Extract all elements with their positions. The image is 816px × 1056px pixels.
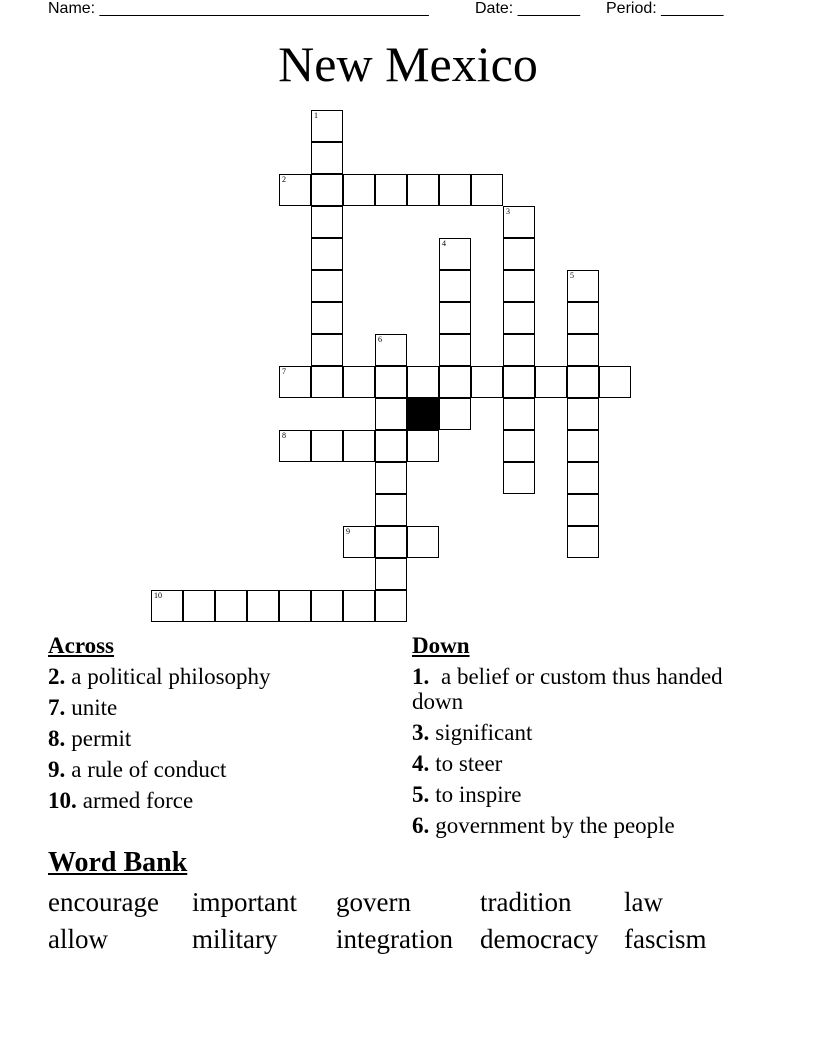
crossword-cell[interactable] [311, 110, 343, 142]
clue-across-7 [48, 692, 378, 723]
crossword-cell[interactable] [471, 174, 503, 206]
word-bank-item: govern [336, 887, 411, 917]
cell-number: 2 [282, 175, 286, 184]
cell-number: 6 [378, 335, 382, 344]
crossword-cell[interactable] [407, 526, 439, 558]
crossword-cell[interactable] [439, 366, 471, 398]
crossword-cell[interactable] [439, 302, 471, 334]
crossword-cell[interactable] [407, 430, 439, 462]
clue-number: 9. [48, 757, 66, 782]
crossword-cell[interactable] [567, 302, 599, 334]
cell-number: 9 [346, 527, 350, 536]
clue-number: 7. [48, 695, 66, 720]
word-bank-item: integration [336, 924, 453, 954]
crossword-cell[interactable] [503, 366, 535, 398]
crossword-cell[interactable] [471, 366, 503, 398]
word-bank-item: fascism [624, 924, 707, 954]
across-clues [48, 630, 378, 816]
crossword-cell[interactable] [535, 366, 567, 398]
crossword-cell[interactable] [183, 590, 215, 622]
crossword-cell[interactable] [247, 590, 279, 622]
crossword-cell[interactable] [503, 462, 535, 494]
crossword-cell[interactable] [567, 430, 599, 462]
crossword-cell[interactable] [503, 238, 535, 270]
crossword-cell[interactable] [151, 590, 183, 622]
clue-text: a political philosophy [71, 664, 271, 689]
crossword-cell[interactable] [503, 430, 535, 462]
clue-across-9 [48, 754, 378, 785]
across-heading: Across [48, 633, 115, 658]
crossword-cell[interactable] [375, 430, 407, 462]
crossword-cell[interactable] [375, 526, 407, 558]
clue-text: to inspire [435, 782, 522, 807]
period-field[interactable]: Period: _______ [606, 0, 724, 17]
word-bank-item: allow [48, 924, 108, 954]
crossword-cell[interactable] [343, 590, 375, 622]
crossword-cell[interactable] [279, 366, 311, 398]
crossword-cell[interactable] [567, 462, 599, 494]
clue-across-8 [48, 723, 378, 754]
crossword-cell[interactable] [215, 590, 247, 622]
clue-text: armed force [82, 788, 194, 813]
clue-number: 6. [412, 813, 430, 838]
clue-number: 4. [412, 751, 430, 776]
crossword-cell[interactable] [311, 430, 343, 462]
cell-number: 3 [506, 207, 510, 216]
clue-text: unite [71, 695, 118, 720]
crossword-cell[interactable] [567, 526, 599, 558]
clue-text: permit [71, 726, 132, 751]
down-heading: Down [412, 633, 470, 658]
crossword-cell[interactable] [375, 590, 407, 622]
clue-down-6 [412, 810, 732, 841]
crossword-cell[interactable] [375, 462, 407, 494]
clue-number: 8. [48, 726, 66, 751]
word-bank-item: democracy [480, 924, 599, 954]
word-bank-heading: Word Bank [48, 847, 188, 878]
crossword-cell[interactable] [343, 366, 375, 398]
crossword-cell[interactable] [503, 334, 535, 366]
crossword-cell[interactable] [375, 558, 407, 590]
crossword-cell[interactable] [407, 366, 439, 398]
crossword-cell[interactable] [279, 174, 311, 206]
clue-number: 2. [48, 664, 66, 689]
clue-down-5 [412, 779, 732, 810]
clue-text: a belief or custom thus handed down [412, 664, 723, 714]
crossword-cell[interactable] [311, 238, 343, 270]
clue-number: 10. [48, 788, 77, 813]
crossword-cell[interactable] [311, 302, 343, 334]
crossword-cell[interactable] [343, 526, 375, 558]
cell-number: 1 [314, 111, 318, 120]
clue-text: to steer [435, 751, 503, 776]
date-field[interactable]: Date: _______ [475, 0, 580, 17]
clue-text: government by the people [435, 813, 675, 838]
puzzle-title: New Mexico [278, 36, 538, 92]
crossword-cell[interactable] [311, 590, 343, 622]
crossword-cell[interactable] [375, 174, 407, 206]
clue-text: significant [435, 720, 533, 745]
cell-number: 8 [282, 431, 286, 440]
clue-number: 5. [412, 782, 430, 807]
crossword-cell[interactable] [375, 494, 407, 526]
crossword-cell[interactable] [439, 398, 471, 430]
crossword-cell[interactable] [375, 366, 407, 398]
crossword-cell[interactable] [439, 238, 471, 270]
crossword-cell[interactable] [311, 206, 343, 238]
crossword-cell[interactable] [567, 494, 599, 526]
word-bank-item: law [624, 887, 663, 917]
clue-down-4 [412, 748, 732, 779]
crossword-cell[interactable] [599, 366, 631, 398]
crossword-cell[interactable] [567, 366, 599, 398]
word-bank-item: tradition [480, 887, 572, 917]
black-square [407, 398, 439, 430]
crossword-cell[interactable] [311, 270, 343, 302]
crossword-cell[interactable] [503, 398, 535, 430]
word-bank-item: important [192, 887, 297, 917]
cell-number: 10 [154, 591, 162, 600]
cell-number: 4 [442, 239, 446, 248]
crossword-cell[interactable] [439, 334, 471, 366]
crossword-cell[interactable] [279, 430, 311, 462]
word-bank-item: encourage [48, 887, 159, 917]
crossword-cell[interactable] [567, 270, 599, 302]
crossword-cell[interactable] [567, 334, 599, 366]
name-field[interactable]: Name: _____________________________________ [48, 0, 429, 17]
word-bank [48, 884, 768, 958]
crossword-cell[interactable] [567, 398, 599, 430]
crossword-cell[interactable] [311, 366, 343, 398]
clue-across-10 [48, 785, 378, 816]
clue-down-1 [412, 661, 732, 717]
crossword-cell[interactable] [503, 302, 535, 334]
crossword-cell[interactable] [439, 270, 471, 302]
crossword-cell[interactable] [311, 334, 343, 366]
cell-number: 5 [570, 271, 574, 280]
down-clues [412, 630, 732, 841]
crossword-cell[interactable] [311, 174, 343, 206]
crossword-cell[interactable] [311, 142, 343, 174]
clue-number: 1. [412, 664, 430, 689]
crossword-cell[interactable] [439, 174, 471, 206]
crossword-cell[interactable] [407, 174, 439, 206]
clue-number: 3. [412, 720, 430, 745]
crossword-cell[interactable] [279, 590, 311, 622]
crossword-cell[interactable] [503, 206, 535, 238]
crossword-cell[interactable] [503, 270, 535, 302]
crossword-cell[interactable] [375, 334, 407, 366]
crossword-cell[interactable] [343, 174, 375, 206]
clue-across-2 [48, 661, 378, 692]
cell-number: 7 [282, 367, 286, 376]
clue-down-3 [412, 717, 732, 748]
word-bank-item: military [192, 924, 278, 954]
crossword-cell[interactable] [343, 430, 375, 462]
crossword-cell[interactable] [375, 398, 407, 430]
clue-text: a rule of conduct [71, 757, 227, 782]
